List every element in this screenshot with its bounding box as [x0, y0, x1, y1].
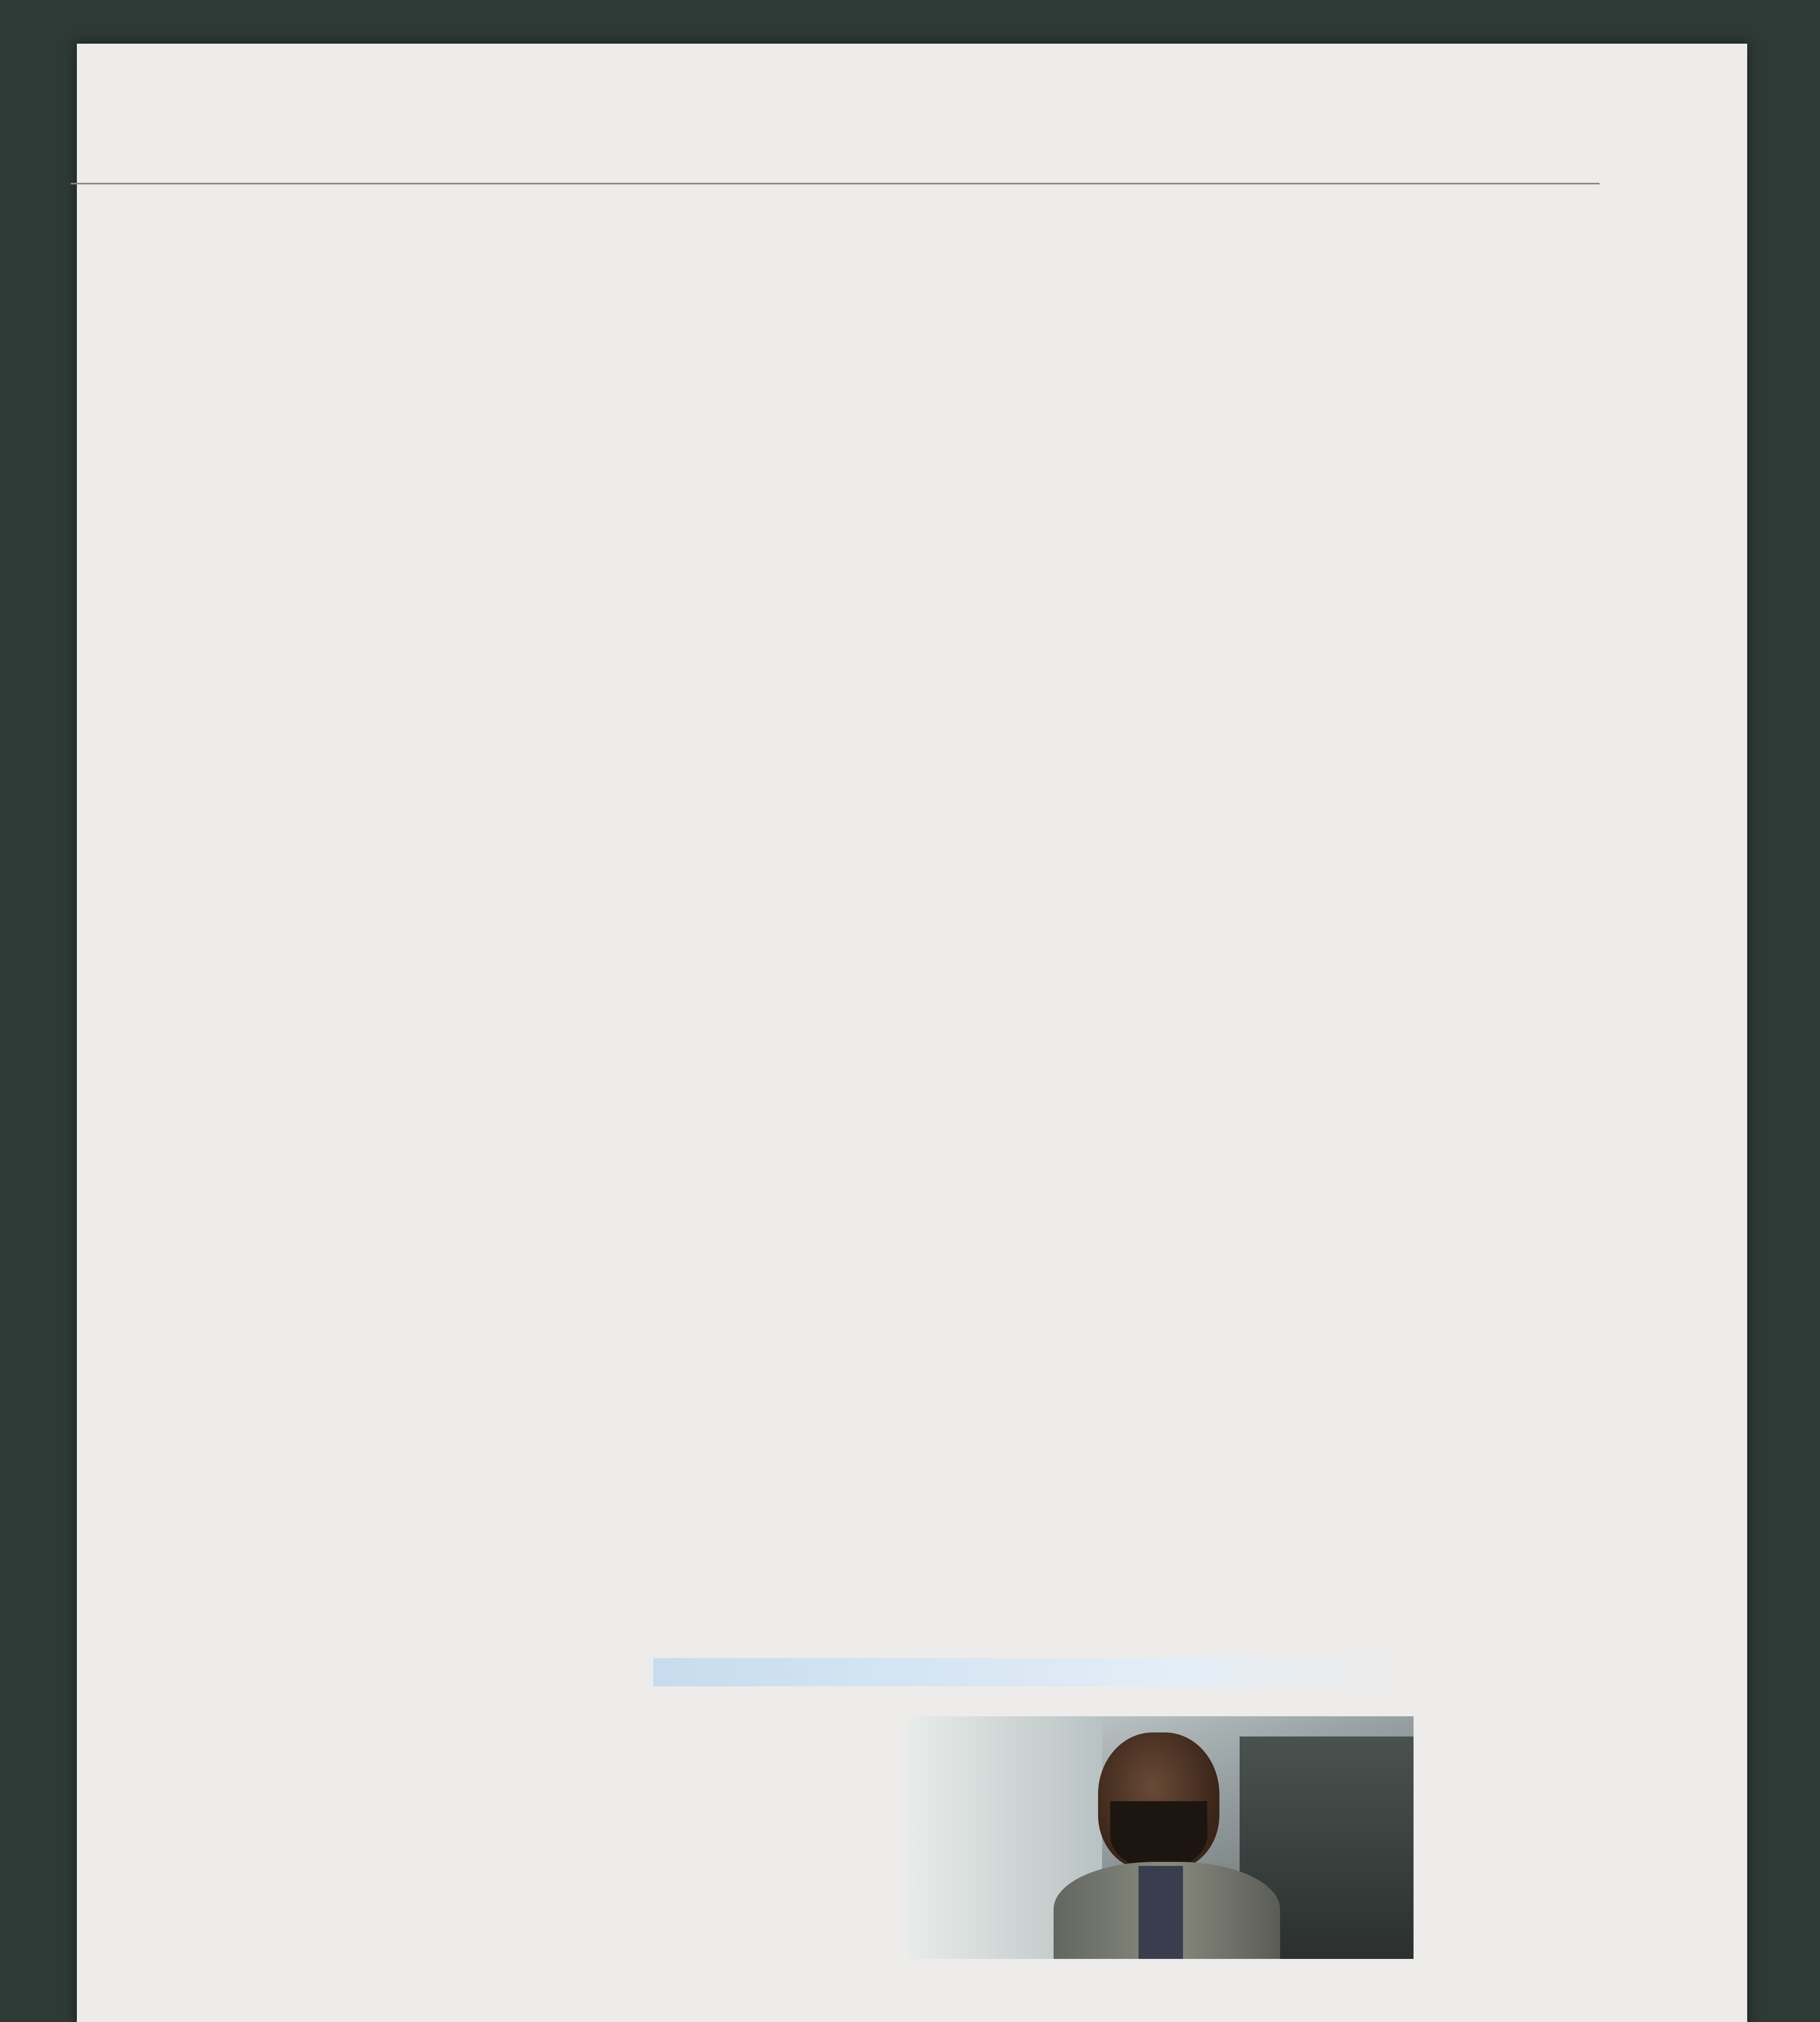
tipp-photo	[908, 1716, 1414, 1959]
header-rule	[71, 183, 1600, 184]
tipp-des-tages	[653, 1658, 1414, 2022]
tipp-label	[653, 1658, 1414, 1686]
tipp-article	[653, 1698, 894, 1976]
page-header	[71, 81, 1600, 186]
